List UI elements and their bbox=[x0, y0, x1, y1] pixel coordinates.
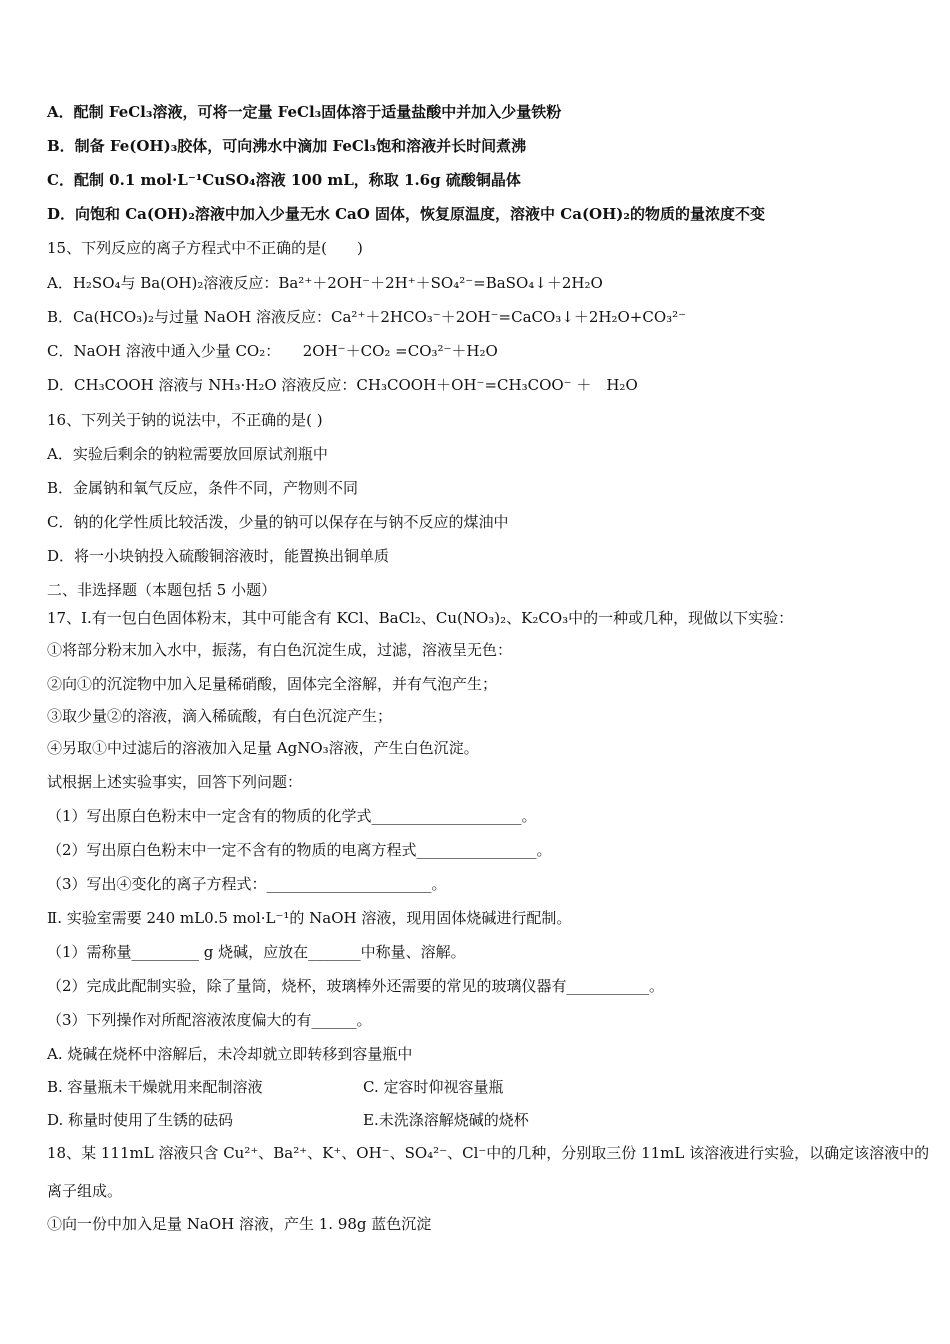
q18-stem: 18、某 111mL 溶液只含 Cu²⁺、Ba²⁺、K⁺、OH⁻、SO₄²⁻、Cl⁻中的几种，分别取三份 11mL 该溶液进行实验，以确定该溶液中的 bbox=[47, 1144, 930, 1162]
q16-option-a: A．实验后剩余的钠粒需要放回原试剂瓶中 bbox=[47, 445, 328, 463]
choice-d: D. 称量时使用了生锈的砝码 bbox=[47, 1111, 234, 1129]
q17-sub-2: （2）写出原白色粉末中一定不含有的物质的电离方程式________________。 bbox=[47, 841, 552, 859]
q17-stem: 17、Ⅰ.有一包白色固体粉末，其中可能含有 KCl、BaCl₂、Cu(NO₃)₂、K₂CO₃中的一种或几种，现做以下实验： bbox=[47, 609, 794, 627]
q17-part2-sub-2: （2）完成此配制实验，除了量筒，烧杯，玻璃棒外还需要的常见的玻璃仪器有___________。 bbox=[47, 977, 665, 995]
q16-option-c: C．钠的化学性质比较活泼，少量的钠可以保存在与钠不反应的煤油中 bbox=[47, 513, 509, 531]
q17-part2-sub-3: （3）下列操作对所配溶液浓度偏大的有______。 bbox=[47, 1011, 372, 1029]
q16-stem: 16、下列关于钠的说法中，不正确的是( ) bbox=[47, 411, 323, 429]
q17-step-2: ②向①的沉淀物中加入足量稀硝酸，固体完全溶解，并有气泡产生； bbox=[47, 675, 498, 693]
q15-option-d: D．CH₃COOH 溶液与 NH₃·H₂O 溶液反应：CH₃COOH＋OH⁻=CH₃COO⁻ ＋ H₂O bbox=[47, 376, 638, 394]
q17-sub-1: （1）写出原白色粉末中一定含有的物质的化学式____________________。 bbox=[47, 807, 537, 825]
q16-option-b: B．金属钠和氧气反应，条件不同，产物则不同 bbox=[47, 479, 359, 497]
choice-e: E.未洗涤溶解烧碱的烧杯 bbox=[363, 1111, 529, 1129]
q17-sub-3: （3）写出④变化的离子方程式：______________________。 bbox=[47, 875, 447, 893]
choice-b: B. 容量瓶未干燥就用来配制溶液 bbox=[47, 1078, 263, 1096]
q14-option-c: C．配制 0.1 mol·L⁻¹CuSO₄溶液 100 mL，称取 1.6g 硫酸铜晶体 bbox=[47, 171, 521, 189]
q14-option-d: D．向饱和 Ca(OH)₂溶液中加入少量无水 CaO 固体，恢复原温度，溶液中 Ca(OH)₂的物质的量浓度不变 bbox=[47, 205, 765, 223]
q17-step-3: ③取少量②的溶液，滴入稀硫酸，有白色沉淀产生； bbox=[47, 707, 393, 725]
q17-prompt: 试根据上述实验事实，回答下列问题： bbox=[47, 773, 303, 791]
q15-option-c: C．NaOH 溶液中通入少量 CO₂： 2OH⁻＋CO₂ =CO₃²⁻＋H₂O bbox=[47, 342, 498, 360]
q14-option-b: B．制备 Fe(OH)₃胶体，可向沸水中滴加 FeCl₃饱和溶液并长时间煮沸 bbox=[47, 137, 527, 155]
q15-option-a: A．H₂SO₄与 Ba(OH)₂溶液反应：Ba²⁺＋2OH⁻＋2H⁺＋SO₄²⁻=BaSO₄↓＋2H₂O bbox=[47, 274, 603, 292]
choice-c: C. 定容时仰视容量瓶 bbox=[363, 1078, 504, 1096]
q17-part2-sub-1: （1）需称量_________ g 烧碱，应放在_______中称量、溶解。 bbox=[47, 943, 466, 961]
q15-option-b: B．Ca(HCO₃)₂与过量 NaOH 溶液反应：Ca²⁺＋2HCO₃⁻＋2OH⁻=CaCO₃↓＋2H₂O+CO₃²⁻ bbox=[47, 308, 687, 326]
q14-option-a: A．配制 FeCl₃溶液，可将一定量 FeCl₃固体溶于适量盐酸中并加入少量铁粉 bbox=[47, 103, 562, 121]
section-heading: 二、非选择题（本题包括 5 小题） bbox=[47, 581, 277, 599]
q18-step-1: ①向一份中加入足量 NaOH 溶液，产生 1. 98g 蓝色沉淀 bbox=[47, 1215, 432, 1233]
q15-stem: 15、下列反应的离子方程式中不正确的是( ) bbox=[47, 239, 363, 257]
q17-step-4: ④另取①中过滤后的溶液加入足量 AgNO₃溶液，产生白色沉淀。 bbox=[47, 739, 479, 757]
q18-stem-cont: 离子组成。 bbox=[47, 1182, 123, 1200]
q17-step-1: ①将部分粉末加入水中，振荡，有白色沉淀生成，过滤，溶液呈无色： bbox=[47, 641, 513, 659]
q17-part2-stem: Ⅱ. 实验室需要 240 mL0.5 mol·L⁻¹的 NaOH 溶液，现用固体烧碱进行配制。 bbox=[47, 909, 572, 927]
q16-option-d: D．将一小块钠投入硫酸铜溶液时，能置换出铜单质 bbox=[47, 547, 390, 565]
choice-a: A. 烧碱在烧杯中溶解后，未冷却就立即转移到容量瓶中 bbox=[47, 1045, 413, 1063]
